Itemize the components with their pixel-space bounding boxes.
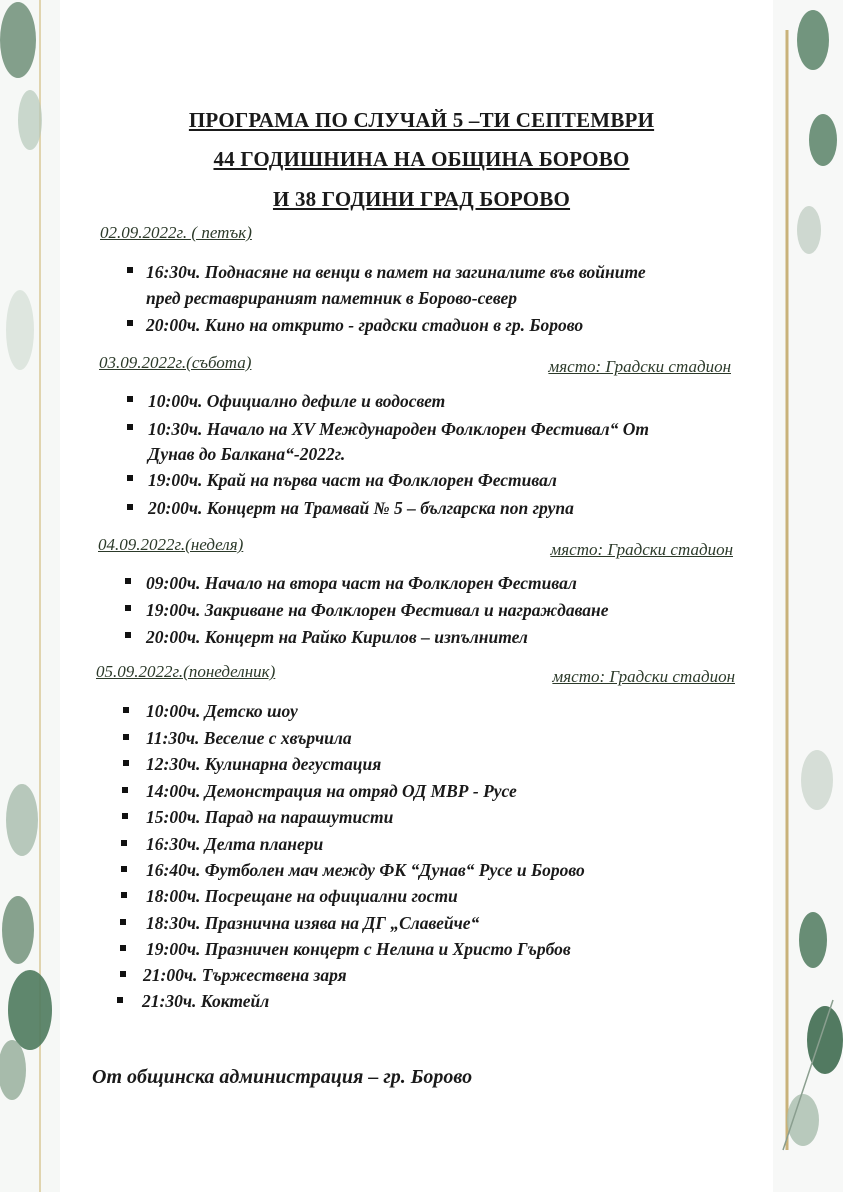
event-item: 10:00ч. Детско шоу: [146, 701, 298, 721]
event-item: 10:00ч. Официално дефиле и водосвет: [148, 391, 446, 411]
event-item: 19:00ч. Край на първа част на Фолклорен Фестивал: [148, 470, 557, 490]
event-item: 19:00ч. Празничен концерт с Нелина и Христо Гърбов: [146, 939, 571, 959]
event-item: 18:00ч. Посрещане на официални гости: [146, 886, 458, 906]
bullet: [120, 945, 126, 951]
bullet: [120, 971, 126, 977]
bullet: [120, 919, 126, 925]
event-item: 20:00ч. Кино на открито - градски стадион в гр. Борово: [146, 315, 584, 335]
event-item: 12:30ч. Кулинарна дегустация: [146, 754, 382, 774]
event-item: 19:00ч. Закриване на Фолклорен Фестивал и награждаване: [146, 600, 609, 620]
bullet: [125, 578, 131, 584]
bullet: [127, 396, 133, 402]
bullet: [117, 997, 123, 1003]
bullet: [125, 632, 131, 638]
left-leaf-border-decoration: [0, 0, 60, 1192]
event-item-continued: пред реставрираният паметник в Борово-север: [146, 288, 518, 308]
event-item: 20:00ч. Концерт на Райко Кирилов – изпълнител: [146, 627, 528, 647]
title-line-2: 44 ГОДИШНИНА НА ОБЩИНА БОРОВО: [213, 147, 630, 171]
event-item: 11:30ч. Веселие с хвърчила: [146, 728, 352, 748]
bullet: [123, 760, 129, 766]
event-item: 10:30ч. Начало на XV Международен Фолклорен Фестивал“ От: [148, 419, 650, 439]
bullet: [127, 424, 133, 430]
event-item: 21:30ч. Коктейл: [142, 991, 270, 1011]
bullet: [127, 504, 133, 510]
bullet: [127, 267, 133, 273]
day-4-place: място: Градски стадион: [552, 667, 735, 686]
bullet: [127, 320, 133, 326]
event-item: 16:30ч. Поднасяне на венци в памет на загиналите във войните: [146, 262, 646, 282]
bullet: [123, 707, 129, 713]
right-leaf-border-decoration: [773, 0, 843, 1192]
bullet: [121, 840, 127, 846]
event-item: 15:00ч. Парад на парашутисти: [146, 807, 394, 827]
day-2-place: място: Градски стадион: [548, 357, 731, 376]
day-3-date: 04.09.2022г.(неделя): [98, 535, 244, 554]
event-item: 20:00ч. Концерт на Трамвай № 5 – българска поп група: [148, 498, 574, 518]
bullet: [127, 475, 133, 481]
bullet: [125, 605, 131, 611]
event-item: 16:30ч. Делта планери: [146, 834, 324, 854]
event-item: 09:00ч. Начало на втора част на Фолклорен Фестивал: [146, 573, 577, 593]
day-4-date: 05.09.2022г.(понеделник): [96, 662, 276, 681]
event-item: 14:00ч. Демонстрация на отряд ОД МВР - Русе: [146, 781, 517, 801]
title-line-3: И 38 ГОДИНИ ГРАД БОРОВО: [272, 187, 571, 211]
day-2-date: 03.09.2022г.(събота): [99, 353, 252, 372]
event-item: 21:00ч. Тържествена заря: [143, 965, 347, 985]
bullet: [121, 866, 127, 872]
bullet: [122, 787, 128, 793]
day-3-place: място: Градски стадион: [550, 540, 733, 559]
event-item: 18:30ч. Празнична изява на ДГ „Славейче“: [146, 913, 480, 933]
event-item-continued: Дунав до Балкана“-2022г.: [148, 444, 346, 464]
title-line-1: ПРОГРАМА ПО СЛУЧАЙ 5 –ТИ СЕПТЕМВРИ: [188, 108, 655, 132]
bullet: [122, 813, 128, 819]
day-1-date: 02.09.2022г. ( петък): [100, 223, 252, 242]
bullet: [121, 892, 127, 898]
event-item: 16:40ч. Футболен мач между ФК “Дунав“ Русе и Борово: [146, 860, 585, 880]
footer-signature: От общинска администрация – гр. Борово: [92, 1066, 473, 1088]
bullet: [123, 734, 129, 740]
